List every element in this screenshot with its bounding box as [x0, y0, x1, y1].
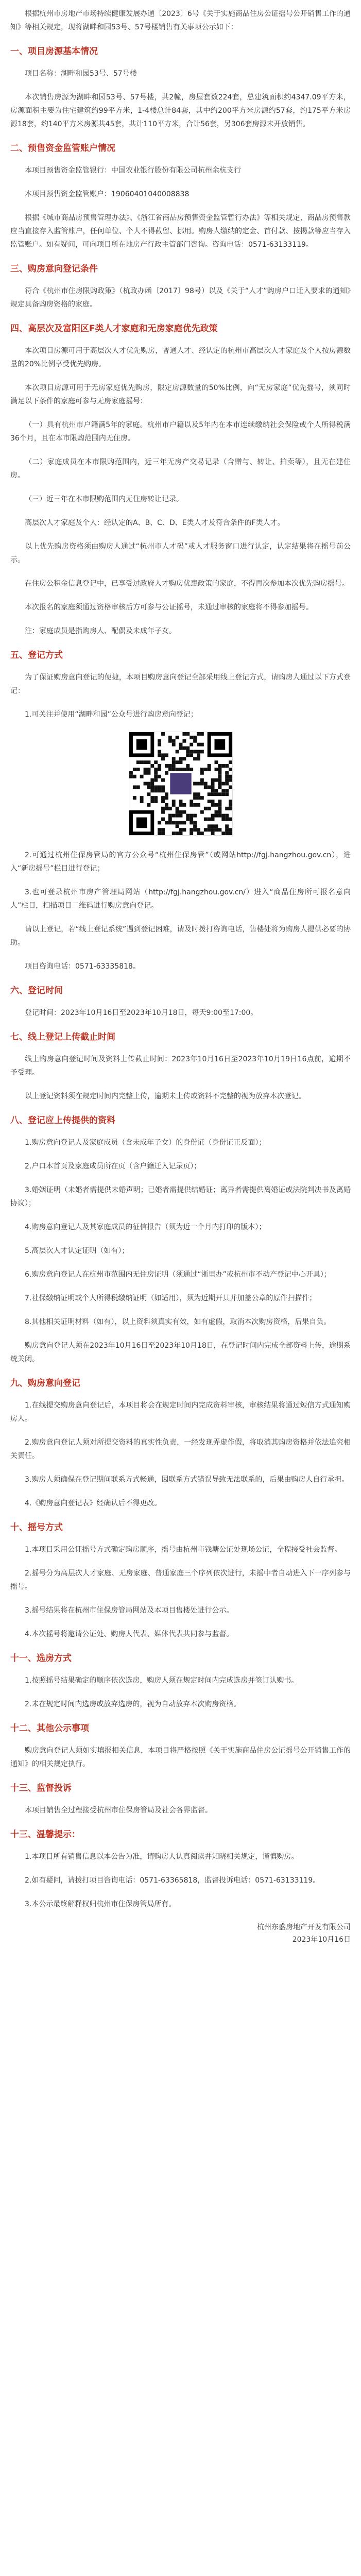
section-paragraph: 8.其他相关证明材料（如有），以上资料须真实有效，如有虚假，取消本次购房资格，后果自负。	[25, 1318, 331, 1326]
section-paragraph: 以上优先购房资格须由购房人通过“杭州市人才码”或人才服务窗口进行认定，认定结果将在摇号前公示。	[10, 543, 351, 564]
section-paragraph: 5.高层次人才认定证明（如有）；	[25, 1247, 129, 1255]
intro-paragraph: 根据杭州市房地产市场持续健康发展办通〔2023〕6号《关于实施商品住房公证摇号公开销售工作的通知》等相关规定，现将湖畔和园53号、57号楼销售有关事项公示如下：	[10, 10, 351, 31]
section-heading-s11: 十一、选房方式	[10, 1653, 72, 1664]
section-heading-s2: 二、预售资金监管账户情况	[10, 143, 115, 154]
section-paragraph: 本项目预售资金监管账户：19060401040008838	[25, 190, 190, 198]
section-paragraph: 项目咨询电话：0571-63335818。	[25, 962, 140, 971]
section-paragraph: 注：家庭成员是指购房人、配偶及未成年子女。	[25, 627, 176, 635]
section-paragraph: 3.购房人须确保在登记期间联系方式畅通，因联系方式错误导致无法联系的，后果由购房人自行承担。	[25, 1476, 349, 1484]
section-paragraph: （二）家庭成员在本市限购范围内，近三年无房产交易记录（含赠与、转让、拍卖等），且无在建住房。	[10, 458, 351, 480]
section-paragraph: 购房意向登记人须在2023年10月16日至2023年10月18日，在登记时间内完成全部资料上传，逾期系统关闭。	[10, 1342, 351, 1363]
section-heading-s12: 十二、其他公示事项	[10, 1723, 89, 1734]
section-paragraph: （三）近三年在本市限购范围内无住房转让记录。	[25, 495, 183, 503]
section-paragraph: 1.按照摇号结果确定的顺序依次选房，购房人须在规定时间内完成选房并签订认购书。	[25, 1676, 299, 1685]
section-paragraph: 2.未在规定时间内选房或放弃选房的，视为自动放弃本次购房资格。	[25, 1700, 241, 1708]
section-paragraph: 1.本项目所有销售信息以本公告为准，请购房人认真阅读并知晓相关规定，谨慎购房。	[25, 1853, 299, 1861]
section-paragraph: 高层次人才家庭及个人：经认定的A、B、C、D、E类人才及符合条件的F类人才。	[25, 519, 285, 527]
section-paragraph: 4.购房意向登记人及其家庭成员的征信报告（须为近一个月内打印的版本）；	[25, 1223, 266, 1231]
section-paragraph: 1.在线提交购房意向登记后，本项目将会在规定时间内完成资料审核，审核结果将通过短信方式通知购房人。	[10, 1401, 351, 1423]
sections-container	[10, 44, 351, 1911]
section-paragraph: 1.可关注并使用“湖畔和园”公众号进行购房意向登记；	[25, 710, 198, 719]
section-paragraph: 7.社保缴纳证明或个人所得税缴纳证明（如适用），须为近期开具并加盖公章的原件扫描件；	[25, 1294, 317, 1302]
section-paragraph: 本次项目房源可用于高层次人才优先购房，普通人才、经认定的杭州市高层次人才家庭及个人按房源数量的20%比例享受优先购房。	[10, 347, 351, 368]
section-heading-s7: 七、线上登记上传截止时间	[10, 1032, 115, 1042]
section-paragraph: 项目名称：湖畔和园53号、57号楼	[25, 70, 137, 78]
section-paragraph: 符合《杭州市住房限购政策》（杭政办函〔2017〕98号）以及《关于“人才”购房户口迁入要求的通知》规定具备购房资格的家庭。	[10, 287, 351, 309]
section-heading-s14: 十三、温馨提示：	[10, 1829, 80, 1840]
section-paragraph: 2.如有疑问，请拨打项目咨询电话：0571-63365818，监督投诉电话：0571-63133119。	[25, 1876, 320, 1885]
section-heading-s10: 十、摇号方式	[10, 1522, 63, 1533]
section-heading-s1: 一、项目房源基本情况	[10, 46, 98, 57]
section-paragraph: 2.购房意向登记人须对所提交资料的真实性负责，一经发现弄虚作假，将取消其购房资格并依法追究相关责任。	[10, 1438, 351, 1460]
section-heading-s3: 三、购房意向登记条件	[10, 264, 98, 274]
signature-org: 杭州东盛房地产开发有限公司	[257, 1923, 351, 1931]
section-heading-s4: 四、高层次及富阳区F类人才家庭和无房家庭优先政策	[10, 324, 218, 334]
section-heading-s13: 十三、监督投诉	[10, 1783, 72, 1793]
section-paragraph: 3.本公示最终解释权归杭州市住保房管局所有。	[25, 1900, 176, 1908]
section-paragraph: 本次销售房源为湖畔和园53号、57号楼，共2幢，房屋套数224套，总建筑面积约4347.09平方米，房源面积主要为住宅建筑约99平方米，1-4楼总计84套，其中约200平方米房源约57套，约175平方米房源18套，约140平方米房源共45套，共计110平方米，合计56套，另306套房源未开放销售。	[10, 93, 351, 128]
section-paragraph: 购房意向登记人须如实填报相关信息，本项目将严格按照《关于实施商品住房公证摇号公开销售工作的通知》的相关规定执行。	[10, 1747, 351, 1768]
section-paragraph: 为了保证购房意向登记的便捷，本项目购房意向登记全部采用线上登记方式，请购房人通过以下方式登记：	[10, 673, 351, 695]
section-paragraph: 本项目销售全过程接受杭州市住保房管局及社会各界监督。	[25, 1806, 212, 1815]
signature-date: 2023年10月16日	[292, 1936, 351, 1944]
section-paragraph: 登记时间：2023年10月16日至2023年10月18日，每天9:00至17:00。	[25, 1009, 258, 1017]
section-paragraph: 本项目预售资金监管银行：中国农业银行股份有限公司杭州余杭支行	[25, 166, 241, 175]
qr-code-image[interactable]	[129, 732, 233, 836]
section-paragraph: 以上登记资料须在规定时间内完整上传，逾期未上传或资料不完整的视为放弃本次登记。	[25, 1092, 306, 1100]
section-paragraph: 2.户口本首页及家庭成员所在页（含户籍迁入记录页）；	[25, 1162, 201, 1171]
section-paragraph: 1.购房意向登记人及家庭成员（含未成年子女）的身份证（身份证正反面）；	[25, 1139, 266, 1147]
section-heading-s9: 九、购房意向登记	[10, 1378, 80, 1388]
section-paragraph: 2.摇号分为高层次人才家庭、无房家庭、普通家庭三个序列依次进行，未摇中者自动进入下一序列参与摇号。	[10, 1569, 351, 1591]
section-paragraph: 本次项目房源可用于无房家庭优先购房，限定房源数量的50%比例，向“无房家庭”优先摇号，须同时满足以下条件的家庭可参与无房家庭摇号：	[10, 384, 351, 405]
section-paragraph: （一）具有杭州市户籍满5年的家庭。杭州市户籍以及5年内在本市连续缴纳社会保险或个人所得税满36个月，且在本市限购范围内无住房。	[10, 421, 351, 443]
section-paragraph: 4.本次摇号将邀请公证处、购房人代表、媒体代表共同参与监督。	[25, 1630, 234, 1638]
section-paragraph: 请以上登记，若“线上登记系统”遇到登记困难，请及时拨打咨询电话，售楼处将为购房人提供必要的协助。	[10, 925, 351, 947]
announcement-page	[10, 0, 351, 1946]
section-paragraph: 6.购房意向登记人在杭州市范围内无住房证明（须通过“浙里办”或杭州市不动产登记中心开具）；	[25, 1270, 331, 1279]
section-heading-s6: 六、登记时间	[10, 986, 63, 996]
section-heading-s5: 五、登记方式	[10, 650, 63, 660]
section-paragraph: 根据《城市商品房预售管理办法》、《浙江省商品房预售资金监管暂行办法》等相关规定，商品房预售款应当直接存入监管账户，任何单位、个人不得截留、挪用。购房人缴纳的定金、首付款、按揭款等应当存入监管账户。如有疑问，可向项目所在地房产行政主管部门咨询。咨询电话：0571-63133119。	[10, 214, 351, 249]
section-paragraph: 3.也可登录杭州市房产管理局网站（http://fgj.hangzhou.gov.cn/）进入“商品住房所可报名意向人”栏目，扫描项目二维码进行购房意向登记。	[10, 888, 351, 910]
section-paragraph: 1.本项目采用公证摇号方式确定购房顺序，摇号由杭州市钱塘公证处现场公证，全程接受社会监督。	[25, 1546, 342, 1554]
section-paragraph: 本次报名的家庭须通过资格审核后方可参与公证摇号，未通过审核的家庭将不得参加摇号。	[25, 603, 313, 612]
section-paragraph: 线上购房意向登记时间及资料上传截止时间：2023年10月16日至2023年10月19日16点前，逾期不予受理。	[10, 1055, 351, 1077]
section-paragraph: 3.婚姻证明（未婚者需提供未婚声明；已婚者需提供结婚证；离异者需提供离婚证或法院判决书及离婚协议）；	[10, 1186, 351, 1208]
qr-code-wrapper	[10, 732, 351, 837]
section-paragraph: 3.摇号结果将在杭州市住保房管局网站及本项目售楼处进行公示。	[25, 1606, 234, 1615]
section-paragraph: 在住房公积金信息登记中，已享受过政府人才购房优惠政策的家庭，不得再次参加本次优先购房摇号。	[25, 580, 349, 588]
qr-code-icon	[129, 732, 232, 835]
section-paragraph: 4.《购房意向登记表》经确认后不得更改。	[25, 1499, 162, 1507]
section-heading-s8: 八、登记应上传提供的资料	[10, 1115, 115, 1126]
section-paragraph: 2.可通过杭州住保房管局的官方公众号“杭州住保房管”（或网站http://fgj.hangzhou.gov.cn），进入“新房摇号”栏目进行登记；	[10, 851, 351, 873]
